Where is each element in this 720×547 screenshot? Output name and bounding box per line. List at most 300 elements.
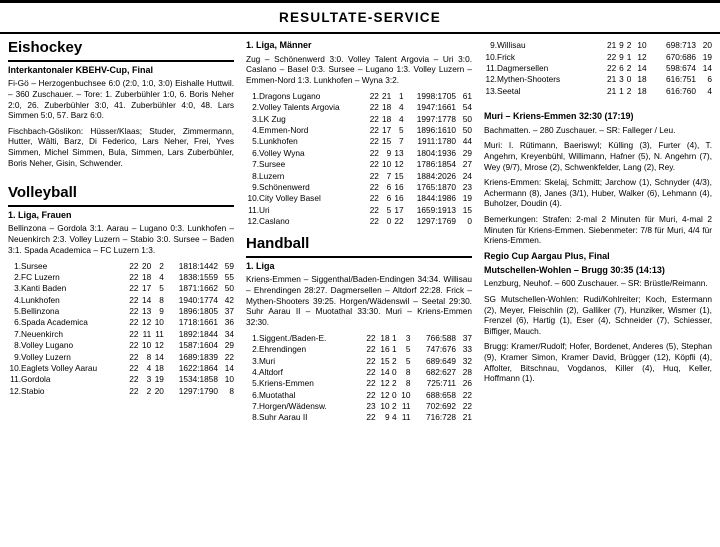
standings-score: 1998:1705 — [416, 90, 456, 101]
table-row — [8, 272, 234, 283]
standings-score: 689:649 — [426, 355, 456, 366]
standings-wins: 17 — [382, 125, 392, 136]
standings-score: 1297:1790 — [178, 385, 218, 396]
table-row — [246, 389, 472, 400]
standings-games: 22 — [369, 193, 379, 204]
standings-score: 702:692 — [426, 401, 456, 412]
standings-games: 22 — [369, 136, 379, 147]
section-heading-handball: Handball — [246, 236, 472, 258]
standings-rank: 4. — [14, 294, 21, 305]
standings-score: 682:627 — [426, 366, 456, 377]
standings-games: 21 — [606, 85, 617, 96]
standings-losses: 2 — [626, 85, 632, 96]
standings-wins: 3 — [146, 374, 152, 385]
standings-wins: 15 — [380, 355, 390, 366]
standings-losses: 4 — [398, 102, 404, 113]
standings-points: 29 — [462, 147, 472, 158]
standings-rank: 8. — [252, 412, 259, 423]
standings-rank: 7. — [14, 328, 21, 339]
standings-games: 22 — [366, 412, 376, 423]
standings-games: 22 — [369, 181, 379, 192]
standings-games: 22 — [129, 340, 139, 351]
table-row — [246, 401, 472, 412]
standings-games: 22 — [129, 260, 139, 271]
standings-losses: 2 — [626, 40, 632, 51]
standings-games: 22 — [129, 271, 139, 282]
table-row — [484, 86, 712, 97]
table-row — [246, 355, 472, 366]
standings-team: Emmen-Nord — [259, 125, 309, 136]
standings-team: Dragons Lugano — [259, 90, 321, 101]
table-row — [246, 113, 472, 124]
table-row — [246, 102, 472, 113]
standings-losses: 9 — [159, 306, 164, 317]
standings-rank: 10. — [247, 193, 259, 204]
standings-score: 616:760 — [666, 85, 696, 96]
standings-games: 22 — [369, 170, 379, 181]
standings-wins: 2 — [146, 385, 152, 396]
standings-score: 1911:1780 — [417, 136, 456, 147]
standings-losses: 7 — [398, 136, 404, 147]
standings-rank: 3. — [252, 355, 259, 366]
standings-losses: 10 — [154, 317, 164, 328]
standings-points: 15 — [462, 204, 472, 215]
standings-losses: 16 — [394, 181, 404, 192]
standings-extra: 18 — [637, 74, 647, 85]
standings-team: Ehrendingen — [259, 344, 307, 355]
standings-rank: 5. — [14, 306, 21, 317]
standings-team: Schönenwerd — [259, 181, 310, 192]
standings-team: Spada Academica — [21, 317, 88, 328]
standings-wins: 18 — [380, 332, 390, 343]
standings-team: Willisau — [497, 40, 526, 51]
standings-extra: 3 — [405, 332, 411, 343]
standings-losses: 11 — [155, 328, 164, 339]
column-2 — [246, 40, 472, 427]
standings-rank: 11. — [248, 204, 259, 215]
standings-rank: 9. — [252, 181, 259, 192]
standings-team: Frick — [497, 51, 515, 62]
standings-wins: 11 — [142, 328, 152, 339]
standings-points: 14 — [702, 63, 712, 74]
table-row — [246, 170, 472, 181]
standings-rank: 3. — [252, 113, 259, 124]
standings-rank: 12. — [247, 216, 259, 227]
column-1 — [8, 40, 234, 427]
standings-extra: 11 — [401, 401, 411, 412]
standings-extra: 8 — [405, 366, 411, 377]
standings-games: 22 — [129, 362, 139, 373]
standings-score: 1786:1854 — [416, 159, 456, 170]
standings-score: 1896:1805 — [178, 306, 218, 317]
standings-wins: 1 — [619, 85, 624, 96]
standings-team: Muri — [259, 355, 276, 366]
standings-losses: 13 — [394, 147, 404, 158]
standings-score: 1587:1604 — [178, 340, 218, 351]
standings-losses: 1 — [391, 332, 397, 343]
table-row — [8, 363, 234, 374]
standings-games: 22 — [129, 374, 139, 385]
standings-games: 22 — [129, 317, 139, 328]
standings-losses: 12 — [154, 340, 164, 351]
standings-points: 27 — [462, 159, 472, 170]
standings-team: Bellinzona — [21, 306, 60, 317]
standings-points: 22 — [462, 401, 472, 412]
standings-score: 1838:1559 — [178, 271, 218, 282]
standings-points: 54 — [462, 102, 472, 113]
standings-losses: 4 — [391, 412, 397, 423]
standings-points: 29 — [224, 340, 234, 351]
standings-wins: 20 — [141, 260, 152, 271]
standings-score: 1896:1610 — [416, 125, 456, 136]
table-row — [246, 216, 472, 227]
standings-team: Lunkhofen — [21, 294, 60, 305]
standings-rank: 10. — [485, 51, 497, 62]
standings-team: Lunkhofen — [259, 136, 298, 147]
standings-games: 22 — [129, 351, 139, 362]
standings-body-volleyball-maenner — [246, 91, 472, 228]
standings-body-handball-part2 — [484, 40, 712, 97]
table-row — [484, 74, 712, 85]
standings-wins: 21 — [382, 90, 392, 101]
standings-team: Altdorf — [259, 366, 283, 377]
table-row — [246, 91, 472, 102]
standings-points: 50 — [462, 125, 472, 136]
standings-points: 19 — [702, 51, 712, 62]
standings-points: 26 — [462, 378, 472, 389]
standings-wins: 9 — [619, 40, 624, 51]
muri-venue-paragraph: Bachmatten. – 280 Zuschauer. – SR: Falleger / Leu. — [484, 124, 676, 135]
standings-score: 747:676 — [426, 344, 456, 355]
standings-wins: 17 — [141, 283, 152, 294]
table-row — [246, 136, 472, 147]
standings-extra: 11 — [401, 412, 411, 423]
standings-score: 766:588 — [426, 332, 456, 343]
standings-losses: 5 — [398, 125, 404, 136]
standings-score: 1892:1844 — [178, 328, 218, 339]
standings-points: 24 — [462, 170, 472, 181]
table-row — [8, 374, 234, 385]
standings-wins: 13 — [141, 306, 152, 317]
standings-wins: 9 — [619, 51, 624, 62]
standings-games: 22 — [366, 332, 376, 343]
standings-losses: 17 — [394, 204, 404, 215]
standings-table-handball-part2 — [484, 40, 712, 97]
table-row — [246, 378, 472, 389]
standings-team: Uri — [259, 204, 270, 215]
table-row — [246, 332, 472, 343]
page-title: RESULTATE-SERVICE — [279, 10, 441, 25]
standings-losses: 16 — [394, 193, 404, 204]
standings-team: Volley Talents Argovia — [259, 102, 340, 113]
standings-losses: 2 — [159, 260, 164, 271]
standings-table-volleyball-frauen — [8, 260, 234, 397]
standings-rank: 4. — [252, 366, 259, 377]
standings-wins: 10 — [141, 340, 152, 351]
standings-games: 22 — [369, 125, 379, 136]
standings-team: Neuenkirch — [21, 328, 63, 339]
standings-extra: 8 — [405, 378, 411, 389]
standings-rank: 3. — [14, 283, 21, 294]
standings-wins: 8 — [146, 351, 152, 362]
volleyball-frauen-results-paragraph: Bellinzona – Gordola 3:1. Aarau – Lugano 0:3. Lunkhofen – Neuenkirch 2:3. Volley Luzern – Stabio 3:0. Sursee – Baden 3:1. Spada Academica – FC Luzern 1:3. — [8, 223, 234, 255]
standings-extra: 10 — [401, 389, 411, 400]
standings-score: 688:658 — [426, 389, 456, 400]
subheading-1liga-maenner: 1. Liga, Männer — [246, 40, 312, 50]
standings-score: 1871:1662 — [178, 283, 218, 294]
standings-points: 23 — [462, 181, 472, 192]
standings-rank: 2. — [252, 344, 259, 355]
standings-points: 44 — [462, 136, 472, 147]
standings-points: 22 — [224, 351, 234, 362]
standings-rank: 2. — [252, 102, 259, 113]
standings-games: 21 — [606, 74, 617, 85]
standings-table-volleyball-maenner — [246, 91, 472, 228]
standings-rank: 12. — [9, 385, 21, 396]
standings-team: Muotathal — [259, 389, 296, 400]
standings-score: 616:751 — [666, 74, 696, 85]
table-row — [246, 159, 472, 170]
eishockey-report-paragraph-1: Fi-Gö – Herzogenbuchsee 6:0 (2:0, 1:0, 3:0) Eishalle Huttwil. – 360 Zuschauer. – Tore: 1. Zuberbühler 1:0, 6. Boris Neher 2:0, 26. Zuberbühler 3:0, 41. Zuberbühler 4:0, 48. Lars Simmen 5:0, 57. Barz 6:0. — [8, 78, 234, 121]
standings-team: Sursee — [259, 159, 286, 170]
table-row — [8, 317, 234, 328]
standings-table-handball-part1 — [246, 332, 472, 423]
standings-losses: 18 — [154, 362, 164, 373]
standings-wins: 12 — [380, 389, 390, 400]
standings-team: Siggent./Baden-E. — [259, 332, 327, 343]
standings-losses: 4 — [398, 113, 404, 124]
standings-games: 22 — [369, 147, 379, 158]
standings-losses: 1 — [391, 344, 397, 355]
standings-score: 716:728 — [426, 412, 456, 423]
table-row — [8, 340, 234, 351]
standings-games: 22 — [606, 51, 617, 62]
standings-rank: 11. — [486, 63, 497, 74]
standings-games: 22 — [369, 204, 379, 215]
standings-losses: 0 — [391, 366, 397, 377]
standings-wins: 18 — [382, 113, 392, 124]
standings-games: 21 — [606, 40, 617, 51]
standings-team: Dagmersellen — [497, 63, 549, 74]
standings-score: 670:686 — [666, 51, 696, 62]
kriens-emmen-lineup-paragraph: Kriens-Emmen: Skelaj, Schmitt; Jarchow (1), Schnyder (4/3), Achermann (8), Janes (3/1), Huber, Walker (6), Lehmann (4), Buholzer, Doudin (4). — [484, 177, 712, 209]
standings-losses: 20 — [154, 385, 164, 396]
standings-points: 55 — [224, 271, 234, 282]
column-3 — [484, 40, 712, 427]
standings-rank: 11. — [10, 374, 21, 385]
standings-score: 1804:1936 — [416, 147, 456, 158]
table-row — [484, 63, 712, 74]
standings-team: Kriens-Emmen — [259, 378, 314, 389]
standings-points: 28 — [462, 366, 472, 377]
standings-wins: 5 — [386, 204, 392, 215]
subheading-handball-1liga: 1. Liga — [246, 260, 275, 271]
table-row — [246, 412, 472, 423]
standings-rank: 4. — [252, 125, 259, 136]
standings-rank: 5. — [252, 136, 259, 147]
standings-team: Mythen-Shooters — [497, 74, 561, 85]
table-row — [246, 367, 472, 378]
standings-games: 22 — [369, 102, 379, 113]
standings-rank: 1. — [252, 90, 259, 101]
subheading-1liga-frauen: 1. Liga, Frauen — [8, 209, 72, 220]
standings-wins: 0 — [386, 216, 392, 227]
section-heading-eishockey: Eishockey — [8, 40, 234, 62]
standings-wins: 10 — [382, 159, 392, 170]
standings-wins: 14 — [141, 294, 152, 305]
standings-losses: 1 — [626, 51, 632, 62]
standings-rank: 8. — [14, 340, 21, 351]
standings-team: Suhr Aarau II — [259, 412, 308, 423]
standings-team: Volley Wyna — [259, 147, 305, 158]
standings-points: 19 — [462, 193, 472, 204]
standings-wins: 4 — [146, 362, 152, 373]
standings-games: 22 — [129, 283, 139, 294]
standings-rank: 7. — [252, 159, 259, 170]
table-row — [484, 51, 712, 62]
standings-wins: 10 — [380, 401, 390, 412]
standings-wins: 12 — [141, 317, 152, 328]
standings-losses: 22 — [394, 216, 404, 227]
standings-games: 22 — [366, 378, 376, 389]
eishockey-lineup-paragraph: Fischbach-Göslikon: Hüsser/Klaas; Studer, Zimmermann, Hutter, Wälti, Barz, Di Federico, Lars Neher, Frei, Yves Simmen, Michel Simmen, Bula, Simmen, Lars Zuberbühler, Boris Neher, Gisin, Schwender. — [8, 125, 234, 168]
standings-points: 42 — [224, 294, 234, 305]
standings-score: 725:711 — [426, 378, 456, 389]
standings-score: 1534:1858 — [178, 374, 218, 385]
standings-score: 1765:1870 — [416, 181, 456, 192]
standings-points: 33 — [462, 344, 472, 355]
standings-team: City Volley Basel — [259, 193, 321, 204]
standings-team: Luzern — [259, 170, 285, 181]
standings-extra: 5 — [405, 355, 411, 366]
standings-losses: 8 — [159, 294, 164, 305]
standings-points: 50 — [462, 113, 472, 124]
standings-points: 14 — [224, 362, 234, 373]
standings-points: 0 — [467, 216, 472, 227]
table-row — [8, 260, 234, 271]
standings-games: 22 — [366, 355, 376, 366]
standings-wins: 18 — [141, 271, 152, 282]
standings-score: 1297:1769 — [416, 216, 456, 227]
standings-points: 59 — [224, 260, 234, 271]
standings-points: 21 — [462, 412, 472, 423]
masthead — [0, 0, 720, 34]
standings-score: 1689:1839 — [178, 351, 218, 362]
standings-points: 37 — [224, 306, 234, 317]
standings-rank: 6. — [252, 147, 259, 158]
standings-wins: 15 — [382, 136, 392, 147]
table-row — [8, 351, 234, 362]
match-heading-mutschellen-brugg: Mutschellen-Wohlen – Brugg 30:35 (14:13) — [484, 264, 665, 275]
standings-extra: 10 — [637, 40, 647, 51]
table-row — [246, 182, 472, 193]
standings-wins: 6 — [386, 193, 392, 204]
standings-rank: 6. — [14, 317, 21, 328]
volleyball-maenner-results-paragraph: Zug – Schönenwerd 3:0. Volley Talent Argovia – Uri 3:0. Caslano – Basel 0:3. Sursee – Lugano 1:3. Volley Luzern – Emmen-Nord 1:3. Lunkhofen – Wyna 3:2. — [246, 53, 472, 86]
standings-score: 1818:1442 — [178, 260, 218, 271]
standings-team: Seetal — [497, 85, 521, 96]
standings-points: 36 — [224, 317, 234, 328]
standings-rank: 9. — [14, 351, 21, 362]
standings-body-volleyball-frauen — [8, 260, 234, 397]
standings-losses: 5 — [159, 283, 164, 294]
standings-extra: 12 — [637, 51, 647, 62]
standings-wins: 14 — [380, 366, 390, 377]
standings-rank: 6. — [252, 389, 259, 400]
brugg-lineup-paragraph: Brugg: Kramer/Rudolf; Hofer, Bordenet, Anderes (5), Stephan (9), Kramer Simon, Kramer David, Brügger (12), Köpfli (4), Affolter, Bitschnau, Vogdanos, Killer (4), Huq, Keller, Hoffmann (1). — [484, 341, 712, 384]
standings-team: Stabio — [21, 385, 45, 396]
standings-score: 1844:1986 — [416, 193, 456, 204]
standings-games: 22 — [366, 389, 376, 400]
standings-wins: 12 — [380, 378, 390, 389]
standings-games: 23 — [366, 401, 376, 412]
standings-games: 22 — [129, 294, 139, 305]
standings-wins: 9 — [386, 147, 392, 158]
standings-games: 22 — [369, 159, 379, 170]
standings-team: Volley Luzern — [21, 351, 71, 362]
table-row — [8, 283, 234, 294]
standings-points: 22 — [462, 389, 472, 400]
heading-regio-cup: Regio Cup Aargau Plus, Final — [484, 250, 610, 261]
standings-team: Horgen/Wädensw. — [259, 401, 327, 412]
standings-rank: 1. — [14, 260, 21, 271]
standings-games: 22 — [366, 366, 376, 377]
standings-games: 22 — [369, 113, 379, 124]
standings-losses: 12 — [394, 159, 404, 170]
standings-losses: 2 — [391, 355, 397, 366]
standings-games: 22 — [129, 328, 139, 339]
standings-rank: 7. — [252, 401, 259, 412]
standings-team: Volley Lugano — [21, 340, 74, 351]
standings-points: 34 — [224, 328, 234, 339]
standings-score: 1997:1778 — [416, 113, 456, 124]
standings-team: Gordola — [21, 374, 51, 385]
table-row — [246, 344, 472, 355]
table-row — [246, 148, 472, 159]
standings-points: 61 — [462, 90, 472, 101]
standings-losses: 2 — [391, 401, 397, 412]
standings-extra: 5 — [405, 344, 411, 355]
standings-body-handball-part1 — [246, 332, 472, 423]
standings-points: 6 — [707, 74, 712, 85]
standings-team: Kanti Baden — [21, 283, 67, 294]
table-row — [8, 294, 234, 305]
standings-wins: 6 — [386, 181, 392, 192]
standings-score: 1718:1661 — [178, 317, 218, 328]
standings-losses: 14 — [154, 351, 164, 362]
standings-points: 10 — [224, 374, 234, 385]
mutschellen-lineup-paragraph: SG Mutschellen-Wohlen: Rudi/Kohlreiter; Koch, Estermann (2), Meyer, Fleischlin (2), Galliker (7), Hunziker, Wismer (1), Frenzel (6), Hartig (1), Eser (4), Schneider (7), Schiesser, Biffiger, Mauch. — [484, 293, 712, 336]
standings-wins: 6 — [619, 63, 624, 74]
standings-games: 22 — [129, 306, 139, 317]
standings-losses: 0 — [391, 389, 397, 400]
standings-score: 598:674 — [666, 63, 696, 74]
standings-losses: 2 — [626, 63, 632, 74]
standings-extra: 14 — [637, 63, 647, 74]
standings-score: 1659:1913 — [416, 204, 456, 215]
standings-team: LK Zug — [259, 113, 286, 124]
standings-team: Caslano — [259, 216, 290, 227]
standings-points: 50 — [224, 283, 234, 294]
standings-losses: 15 — [394, 170, 404, 181]
standings-wins: 7 — [386, 170, 392, 181]
standings-losses: 4 — [159, 271, 164, 282]
standings-score: 1884:2026 — [416, 170, 456, 181]
muri-lineup-paragraph: Muri: I. Rütimann, Baeriswyl; Külling (3), Furter (4), T. Angehrn, Kreyenbühl, Willimann, Hafner (5), N. Angehrn (7), Wey (9/7), Mrose (2), Schwenkfelder, Lang (2), Rey. — [484, 140, 712, 172]
columns-container — [8, 40, 712, 427]
standings-rank: 2. — [14, 271, 21, 282]
table-row — [246, 125, 472, 136]
